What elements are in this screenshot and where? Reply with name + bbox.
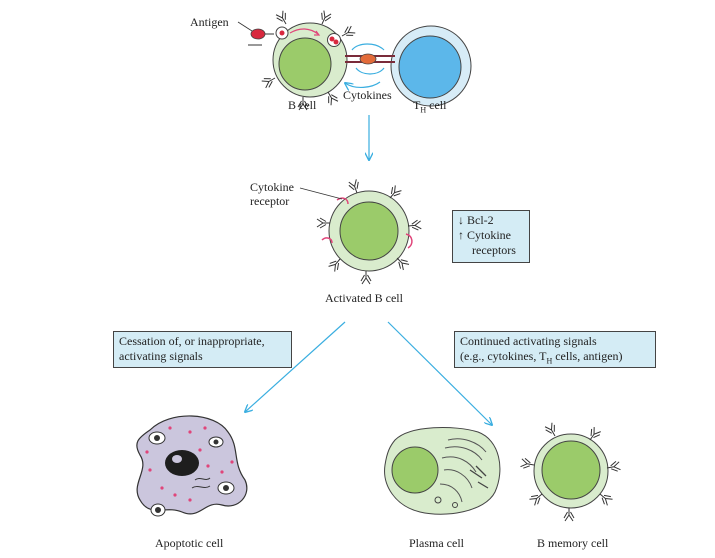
activated-b-cell-label: Activated B cell: [325, 291, 403, 305]
plasma-cell-shape: [385, 427, 500, 514]
th-cell-shape: [391, 26, 471, 106]
b-cell-label: B cell: [288, 98, 317, 112]
apoptotic-cell-shape: [137, 416, 247, 516]
cytokines-label: Cytokines: [343, 88, 392, 102]
activated-b-cell-shape: [300, 179, 421, 284]
b-memory-cell-shape: [520, 422, 620, 521]
antigen-label: Antigen: [190, 15, 229, 29]
b-cell-top-shape: [273, 23, 347, 97]
antigen-shape: [238, 22, 274, 45]
mhc-tcr-synapse: [345, 44, 395, 87]
plasma-cell-label: Plasma cell: [409, 536, 464, 550]
th-cell-label: $T_H$ cell: [413, 98, 447, 115]
cytokine-receptor-label: Cytokine receptor: [250, 180, 294, 208]
cessation-box: Cessation of, or inappropriate, activating signals: [113, 331, 292, 368]
continued-signals-box: Continued activating signals (e.g., cytokines, $T_H$ cells, antigen): [454, 331, 656, 368]
apoptotic-cell-label: Apoptotic cell: [155, 536, 224, 550]
b-memory-cell-label: B memory cell: [537, 536, 609, 550]
bcl2-receptors-box: ↓ Bcl-2 ↑ Cytokine receptors: [452, 210, 530, 263]
